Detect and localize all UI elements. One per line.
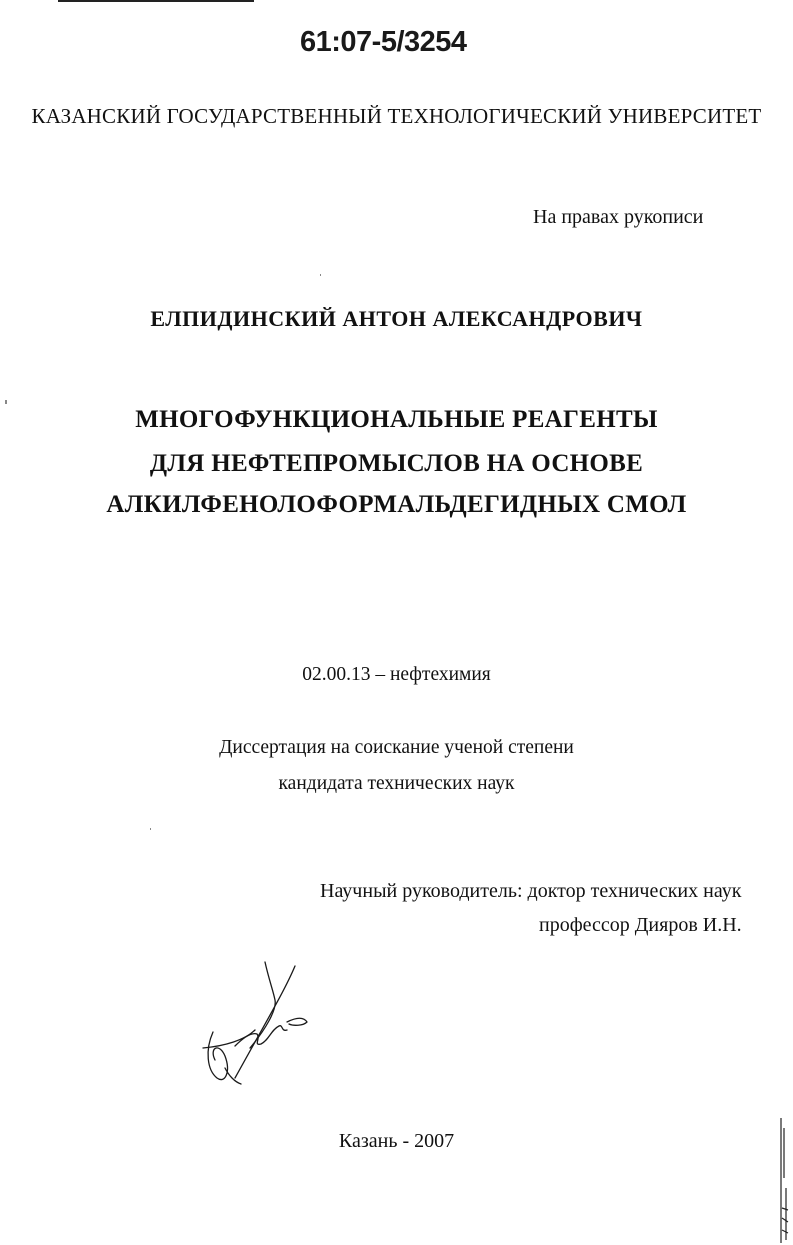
- dissertation-line-1: Диссертация на соискание ученой степени: [219, 737, 574, 758]
- university-name: КАЗАНСКИЙ ГОСУДАРСТВЕННЫЙ ТЕХНОЛОГИЧЕСКИЙ УНИВЕРСИТЕТ: [31, 104, 762, 128]
- archive-code: 61:07-5/3254: [300, 26, 467, 58]
- title-line-3: АЛКИЛФЕНОЛОФОРМАЛЬДЕГИДНЫХ СМОЛ: [106, 491, 687, 518]
- manuscript-rights-note: На правах рукописи: [533, 206, 704, 228]
- supervisor-line-1: Научный руководитель: доктор технических наук: [320, 880, 742, 902]
- scan-speck: [150, 828, 151, 830]
- scan-speck: [5, 400, 7, 404]
- scan-speck: [320, 274, 321, 276]
- scan-edge-artifact: [778, 1118, 790, 1243]
- title-line-1: МНОГОФУНКЦИОНАЛЬНЫЕ РЕАГЕНТЫ: [135, 406, 658, 433]
- title-line-2: ДЛЯ НЕФТЕПРОМЫСЛОВ НА ОСНОВЕ: [149, 450, 644, 477]
- city-and-year: Казань - 2007: [338, 1130, 455, 1152]
- author-name: ЕЛПИДИНСКИЙ АНТОН АЛЕКСАНДРОВИЧ: [150, 306, 643, 331]
- supervisor-line-2: профессор Дияров И.Н.: [539, 914, 742, 936]
- top-border-line: [58, 0, 254, 2]
- dissertation-line-2: кандидата технических наук: [278, 773, 515, 794]
- handwritten-signature-icon: [195, 960, 315, 1090]
- specialty-code: 02.00.13 – нефтехимия: [302, 664, 491, 685]
